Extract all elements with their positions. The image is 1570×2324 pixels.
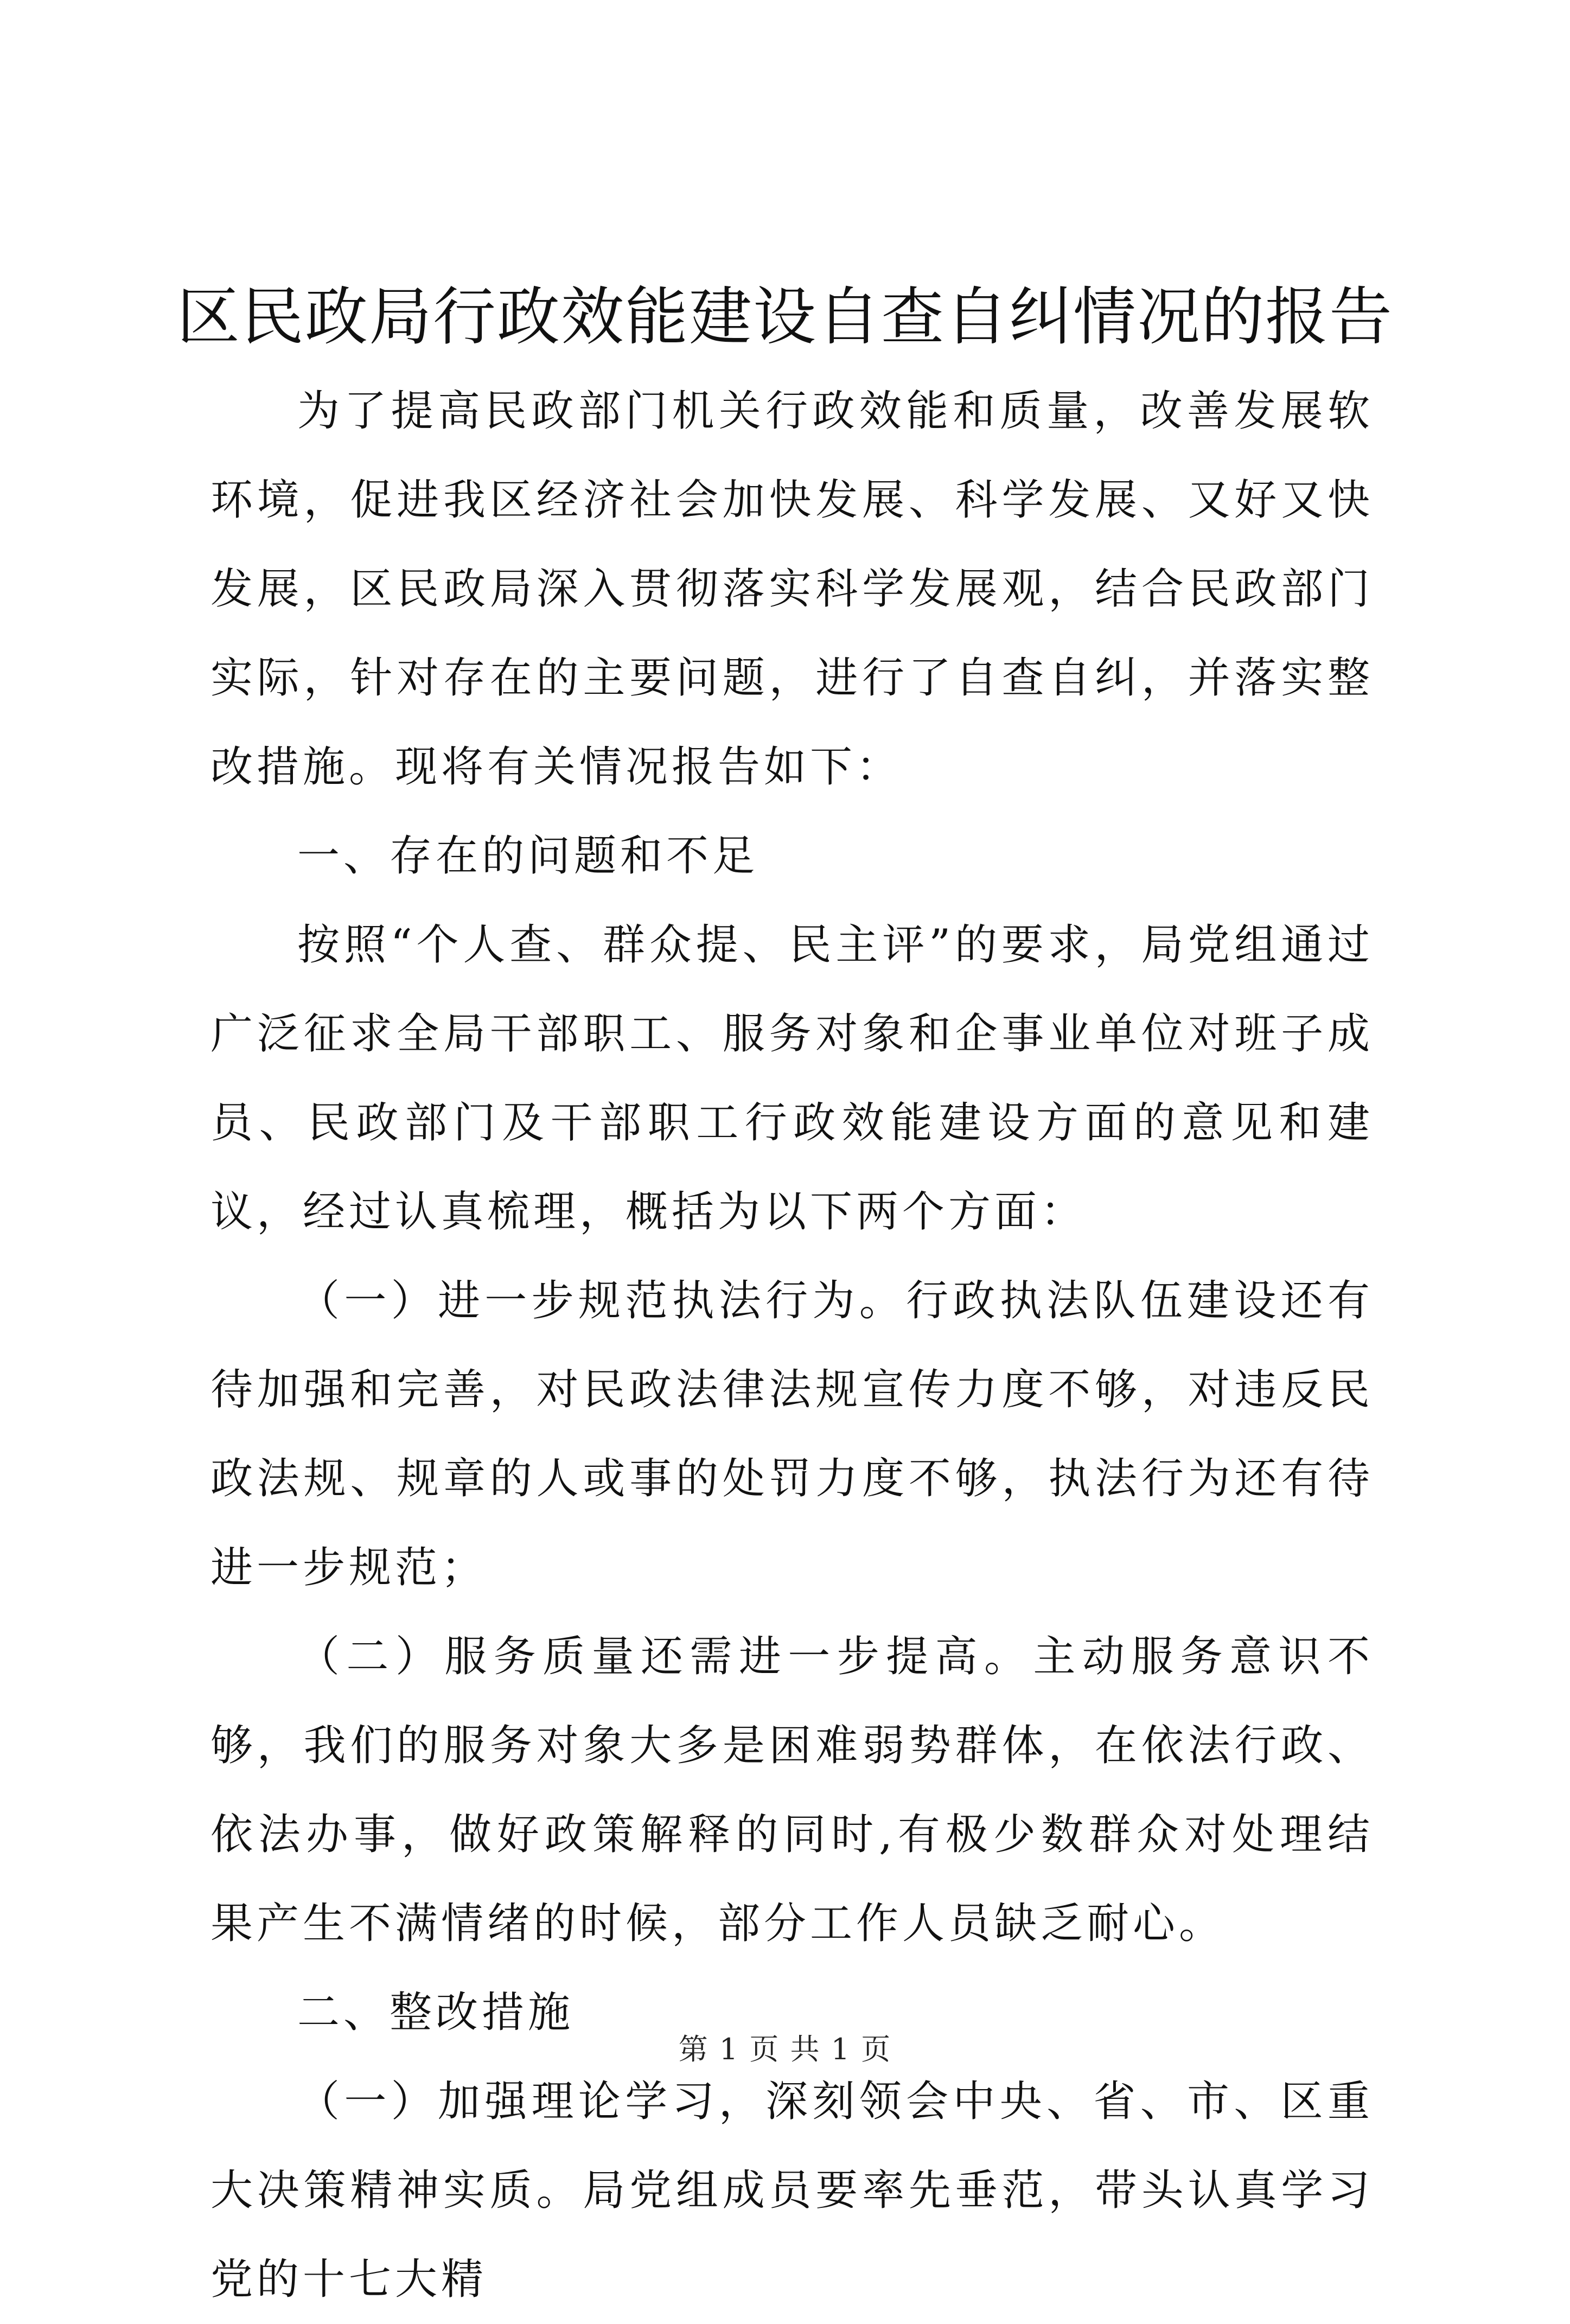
section-heading-problems: 一、存在的问题和不足 xyxy=(297,832,759,880)
page-footer: 第 1 页 共 1 页 xyxy=(678,2032,892,2066)
document-title: 区民政局行政效能建设自查自纠情况的报告 xyxy=(177,280,1393,354)
problems-paragraph: 按照“个人查、群众提、民主评”的要求，局党组通过广泛征求全局干部职工、服务对象和企事业单位对班子成员、民政部门及干部职工行政效能建设方面的意见和建议，经过认真梳理，概括为以下两个方面： xyxy=(210,921,1374,1236)
problem-item-2: （二）服务质量还需进一步提高。主动服务意识不够，我们的服务对象大多是困难弱势群体，在依法行政、依法办事，做好政策解释的同时,有极少数群众对处理结果产生不满情绪的时候，部分工作人员缺乏耐心。 xyxy=(210,1632,1374,1948)
measure-item-1: （一）加强理论学习，深刻领会中央、省、市、区重大决策精神实质。局党组成员要率先垂范，带头认真学习党的十七大精 xyxy=(210,2077,1374,2304)
problem-item-1: （一）进一步规范执法行为。行政执法队伍建设还有待加强和完善，对民政法律法规宣传力度不够，对违反民政法规、规章的人或事的处罚力度不够，执法行为还有待进一步规范； xyxy=(210,1276,1374,1592)
section-heading-measures: 二、整改措施 xyxy=(297,1988,575,2037)
intro-paragraph: 为了提高民政部门机关行政效能和质量，改善发展软环境，促进我区经济社会加快发展、科学发展、又好又快发展，区民政局深入贯彻落实科学发展观，结合民政部门实际，针对存在的主要问题，进行了自查自纠，并落实整改措施。现将有关情况报告如下： xyxy=(210,387,1374,791)
